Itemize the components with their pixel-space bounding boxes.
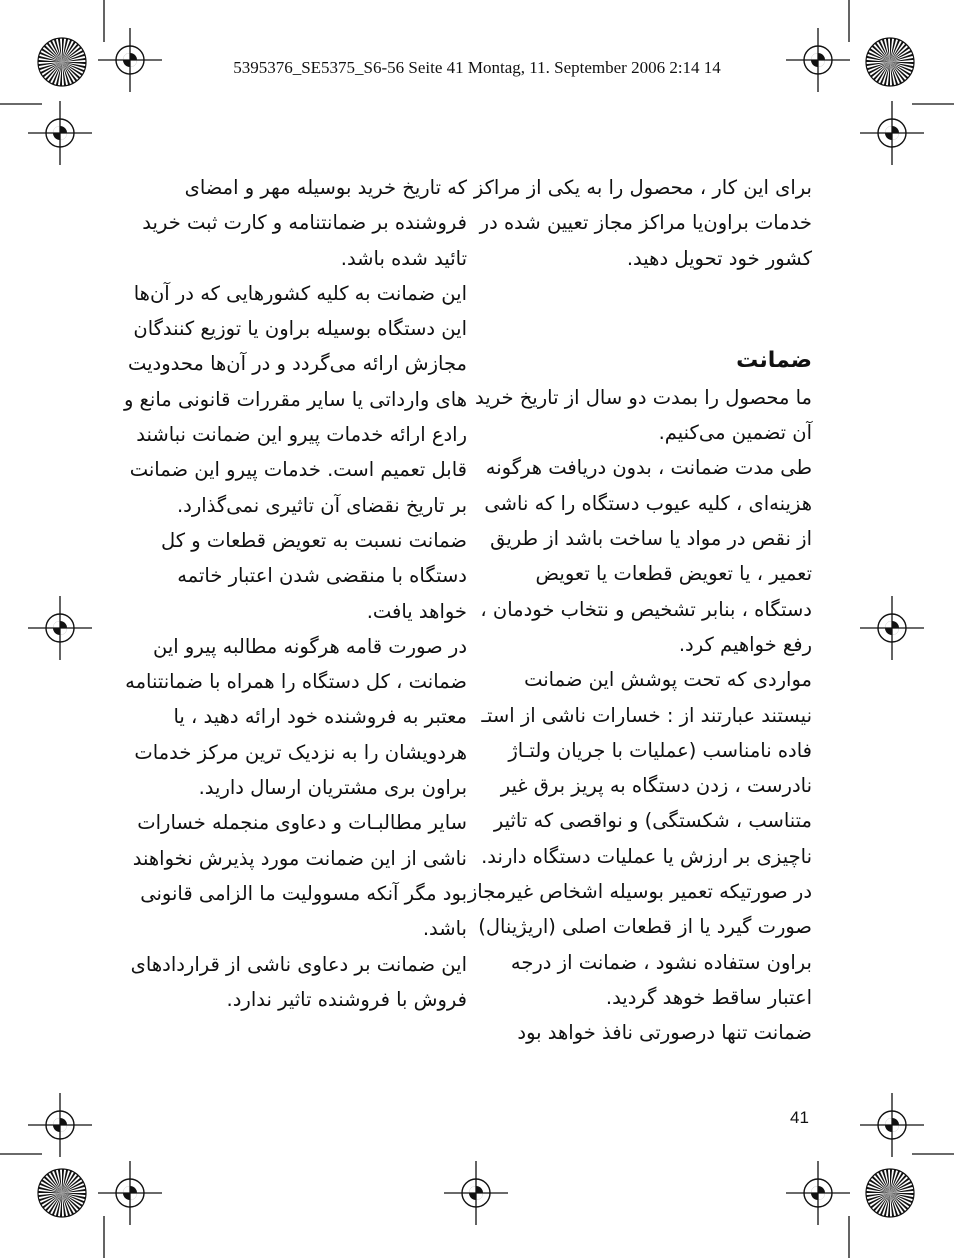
section-heading: ضمانت [736,347,812,373]
text-line: بر تاریخ نقضای آن تاثیری نمی‌گذارد. [176,493,467,517]
text-line: نیستند عبارتند از : خسارات ناشی از استـ [481,703,812,727]
text-line: براون ستفاده نشود ، ضمانت از درجه [510,950,812,974]
warranty-body [467,380,812,1051]
text-line: فروش با فروشنده تاثیر ندارد. [226,987,467,1011]
text-line: در صورتیکه تعمیر بوسیله اشخاص غیرمجاز [467,880,812,904]
crosshair-registration-mark [786,1161,850,1225]
crosshair-registration-mark [860,1093,924,1157]
text-line: هزینه‌ای ، کلیه عیوب دستگاه را که ناشی [484,491,812,515]
text-line: معتبر به فروشنده خود ارائه دهید ، یا [173,705,467,729]
intro-paragraph [473,170,812,276]
text-line: خدمات براون‌یا مراکز مجاز تعیین شده در [479,211,812,235]
text-line: ضمانت نسبت به تعویض قطعات و کل [161,528,467,552]
right-column [467,170,812,1051]
text-line: آن تضمین می‌کنیم. [658,421,812,445]
text-line: اعتبار ساقط خوهد گردید. [605,985,812,1009]
text-line: از نقص در مواد یا ساخت باشد از طریق [490,527,812,551]
text-line: باشد. [422,917,467,941]
text-line: ما محصول را بمدت دو سال از تاریخ خرید [475,385,812,409]
text-line: فروشنده بر ضمانتنامه و کارت ثبت خرید [142,211,467,235]
text-line: ناچیزی بر ارزش یا عملیات دستگاه دارند. [481,844,812,868]
text-line: این ضمانت بر دعاوی ناشی از قراردادهای [130,952,467,976]
left-column [123,170,467,1017]
starburst-registration-mark [38,1169,86,1217]
text-line: کشور خود تحویل دهید. [626,246,812,270]
page-number: 41 [790,1108,809,1127]
crosshair-registration-mark [860,101,924,165]
text-line: برای این کار ، محصول را به یکی از مراکز [473,176,812,199]
text-line: هردویشان را به نزدیک ترین مرکز خدمات [134,740,467,764]
text-line: متناسب ، شکستگی) و نواقصی که تاثیر [493,809,812,833]
text-line: دستگاه ، بنابر تشخیص و نتخاب خودمان ، [480,597,812,621]
starburst-registration-mark [866,1169,914,1217]
text-line: دستگاه با منقضی شدن اعتبار خاتمه [177,564,467,588]
crosshair-registration-mark [28,101,92,165]
text-line: رفع خواهیم کرد. [678,632,812,656]
text-line: مواردی که تحت پوشش این ضمانت [524,668,812,692]
text-line: ضمانت ، کل دستگاه را همراه با ضمانتنامه [125,670,467,694]
text-line: براون بری مشتریان ارسال دارید. [198,776,467,800]
text-line: بود مگر آنکه مسوولیت ما الزامی قانونی [140,881,467,905]
text-line: قابل تعمیم است. خدمات پیرو این ضمانت [129,458,467,482]
text-line: نادرست ، زدن دستگاه به پریز برق غیر [500,774,812,798]
print-slug-line: 5395376_SE5375_S6-56 Seite 41 Montag, 11. September 2006 2:14 14 [233,58,721,77]
text-line: رادع ارائه خدمات پیرو این ضمانت نباشند [136,423,467,447]
text-line: خواهد یافت. [366,599,467,623]
text-line: که تاریخ خرید بوسیله مهر و امضای [184,176,467,199]
text-line: صورت گیرد یا از قطعات اصلی (اریژینال) [478,915,812,939]
text-line: تعمیر ، یا تعویض قطعات یا تعویض [535,562,812,586]
text-line: در صورت قامه هرگونه مطالبه پیرو این [153,634,467,658]
text-line: سایر مطالبـات و دعاوی منجمله خسارات [137,811,467,835]
text-line: های وارداتی یا سایر مقررات قانونی مانع و [123,387,467,411]
crosshair-registration-mark [444,1161,508,1225]
text-line: طی مدت ضمانت ، بدون دریافت هرگونه [485,456,812,480]
text-line: ضمانت تنها درصورتی نافذ خواهد بود [517,1021,812,1045]
crosshair-registration-mark [860,596,924,660]
crosshair-registration-mark [98,1161,162,1225]
text-line: تائید شده باشد. [340,246,467,270]
text-line: ناشی از این ضمانت مورد پذیرش نخواهند [132,846,467,870]
text-line: این ضمانت به کلیه کشورهایی که در آن‌ها [133,281,467,305]
crosshair-registration-mark [28,1093,92,1157]
text-line: فاده نامناسب (عملیات با جریان ولتـاژ [508,738,812,762]
crosshair-registration-mark [28,596,92,660]
text-line: این دستگاه بوسیله براون یا توزیع کنندگان [133,317,467,341]
text-line: مجازش ارائه می‌گردد و در آن‌ها محدودیت [127,352,467,376]
